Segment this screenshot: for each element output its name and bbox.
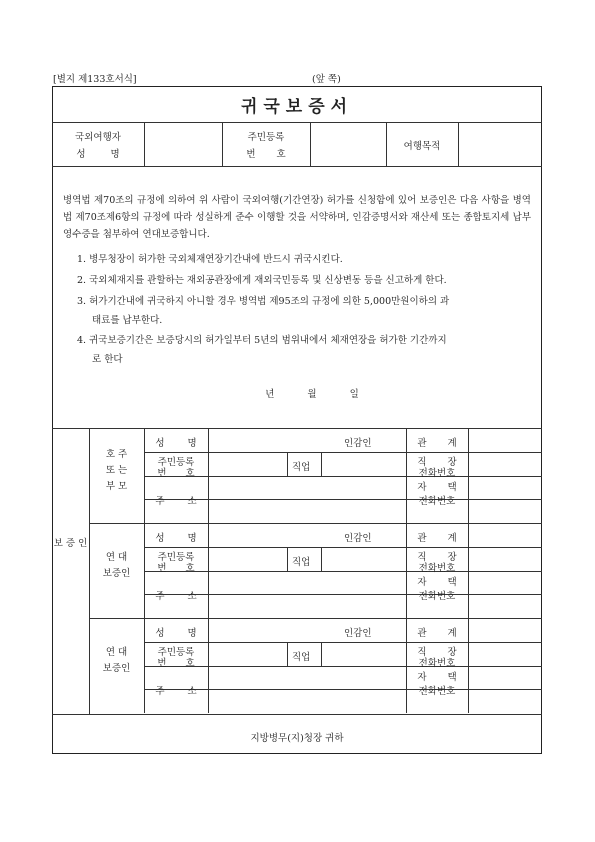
job-field[interactable] — [322, 548, 405, 570]
seal-label: 인감인 — [344, 533, 372, 544]
guarantor-name-label: 성 명 — [155, 628, 197, 639]
divider — [287, 547, 288, 571]
relation-label: 관 계 — [417, 438, 457, 449]
guarantee-item-4-cont: 로 한다 — [92, 354, 123, 365]
guarantee-item-2: 2. 국외체재지를 관할하는 재외공관장에게 재외국민등록 및 신상변동 등을 신고하게 한다. — [77, 275, 447, 286]
guarantee-statement: 병역법 제70조의 규정에 의하여 위 사람이 국외여행(기간연장) 허가를 신청함에 있어 보증인은 다음 사항을 병역법 제70조제6항의 규정에 따라 성실하게 준수 이행할 것을 서약하며, 인감증명서와 재산세 또는 종합토지세 납부영수증을 첨부하여 연대보증합니다. — [63, 195, 531, 240]
guarantor-group-label: 또 는 — [105, 464, 128, 476]
guarantee-item-1: 1. 병무청장이 허가한 국외체재연장기간내에 반드시 귀국시킨다. — [77, 254, 343, 265]
address-field[interactable] — [209, 572, 405, 617]
guarantor-name-field[interactable] — [209, 429, 339, 451]
guarantor-id-label: 주민등록 — [157, 647, 195, 658]
work-phone-field[interactable] — [469, 643, 541, 665]
traveler-name-label-2: 성 명 — [76, 149, 120, 160]
guarantor-id-label-2: 번 호 — [157, 563, 195, 574]
traveler-name-field[interactable] — [145, 123, 221, 165]
home-phone-label-2: 전화번호 — [418, 591, 456, 602]
home-phone-field[interactable] — [469, 572, 541, 617]
form-number: [별지 제133호서식] — [53, 74, 137, 85]
date-line: 년 월 일 — [265, 389, 359, 400]
address-label: 주 소 — [155, 591, 197, 602]
work-phone-label-2: 전화번호 — [418, 468, 456, 479]
travel-purpose-field[interactable] — [459, 123, 541, 165]
work-phone-label: 직 장 — [417, 647, 457, 658]
relation-field[interactable] — [469, 619, 541, 641]
relation-label: 관 계 — [417, 533, 457, 544]
job-label: 직업 — [292, 462, 311, 473]
address-label: 주 소 — [155, 686, 197, 697]
divider — [52, 714, 542, 715]
traveler-id-field[interactable] — [311, 123, 385, 165]
relation-label: 관 계 — [417, 628, 457, 639]
traveler-id-label: 주민등록 — [247, 132, 285, 143]
relation-field[interactable] — [469, 429, 541, 451]
guarantor-group-label: 연 대 — [105, 646, 128, 658]
job-field[interactable] — [322, 453, 405, 475]
work-phone-label-2: 전화번호 — [418, 563, 456, 574]
work-phone-label-2: 전화번호 — [418, 658, 456, 669]
guarantor-group-label: 호 주 — [105, 448, 128, 460]
form-title: 귀국보증서 — [240, 97, 354, 117]
guarantee-item-3: 3. 허가기간내에 귀국하지 아니할 경우 병역법 제95조의 규정에 의한 5,000만원이하의 과 — [77, 296, 450, 307]
guarantor-id-label-2: 번 호 — [157, 468, 195, 479]
guarantor-name-field[interactable] — [209, 524, 339, 546]
address-field[interactable] — [209, 477, 405, 522]
guarantor-side-label: 보 증 인 — [53, 538, 88, 549]
job-label: 직업 — [292, 557, 311, 568]
guarantor-group-label: 보증인 — [102, 662, 131, 674]
guarantor-id-label-2: 번 호 — [157, 658, 195, 669]
relation-field[interactable] — [469, 524, 541, 546]
job-field[interactable] — [322, 643, 405, 665]
guarantor-id-field[interactable] — [209, 453, 286, 475]
address-label: 주 소 — [155, 496, 197, 507]
home-phone-field[interactable] — [469, 477, 541, 522]
guarantee-item-4: 4. 귀국보증기간은 보증당시의 허가일부터 5년의 범위내에서 체재연장을 허가한 기간까지 — [77, 335, 447, 346]
footer-addressee: 지방병무(지)청장 귀하 — [250, 733, 344, 744]
divider — [287, 452, 288, 476]
work-phone-field[interactable] — [469, 548, 541, 570]
guarantor-id-field[interactable] — [209, 548, 286, 570]
seal-label: 인감인 — [344, 628, 372, 639]
guarantor-name-label: 성 명 — [155, 438, 197, 449]
home-phone-label: 자 택 — [417, 577, 457, 588]
guarantor-group-label: 보증인 — [102, 567, 131, 579]
traveler-name-label: 국외여행자 — [75, 132, 121, 143]
address-field[interactable] — [209, 667, 405, 712]
guarantor-id-label: 주민등록 — [157, 552, 195, 563]
guarantor-name-label: 성 명 — [155, 533, 197, 544]
guarantor-name-field[interactable] — [209, 619, 339, 641]
home-phone-label: 자 택 — [417, 672, 457, 683]
guarantor-id-label: 주민등록 — [157, 457, 195, 468]
home-phone-label: 자 택 — [417, 482, 457, 493]
travel-purpose-label: 여행목적 — [403, 141, 441, 152]
guarantor-id-field[interactable] — [209, 643, 286, 665]
divider — [287, 642, 288, 666]
guarantor-group-label: 연 대 — [105, 551, 128, 563]
guarantee-item-3-cont: 태료를 납부한다. — [92, 315, 163, 326]
home-phone-label-2: 전화번호 — [418, 686, 456, 697]
job-label: 직업 — [292, 652, 311, 663]
divider — [52, 166, 542, 167]
work-phone-field[interactable] — [469, 453, 541, 475]
work-phone-label: 직 장 — [417, 457, 457, 468]
guarantor-group-label: 부 모 — [105, 480, 128, 492]
page-side-label: (앞 쪽) — [312, 74, 341, 85]
work-phone-label: 직 장 — [417, 552, 457, 563]
home-phone-field[interactable] — [469, 667, 541, 712]
home-phone-label-2: 전화번호 — [418, 496, 456, 507]
traveler-id-label-2: 번 호 — [246, 149, 286, 160]
seal-label: 인감인 — [344, 438, 372, 449]
